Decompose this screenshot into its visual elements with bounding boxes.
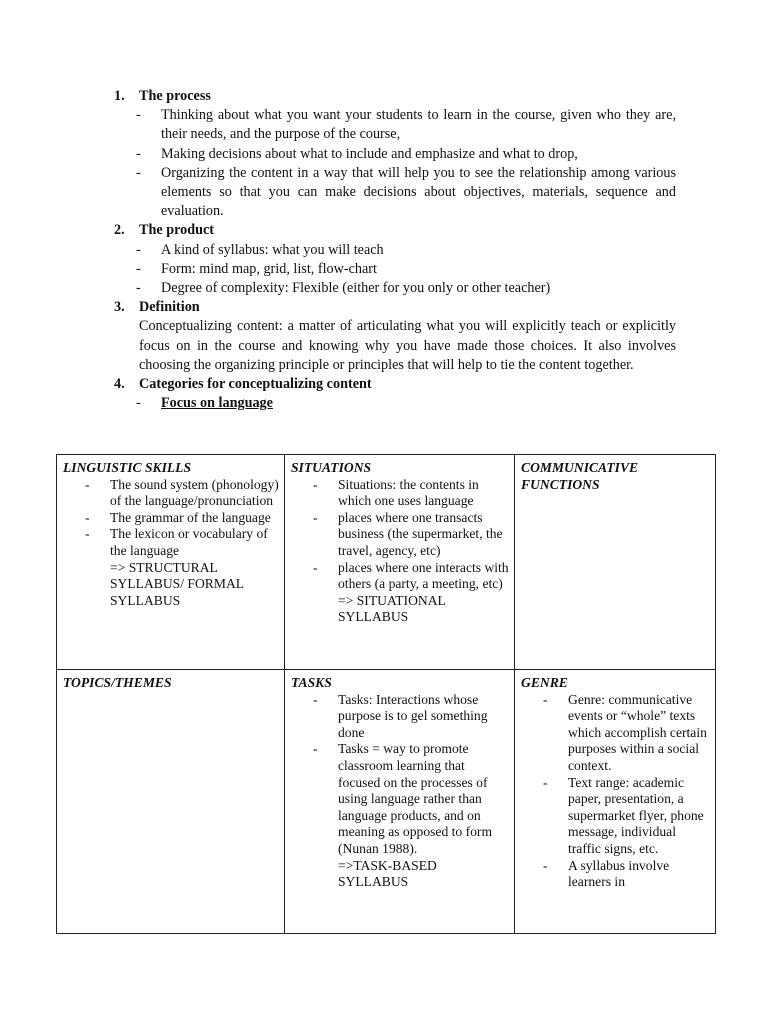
list-item [114,106,676,144]
dash-marker: - [313,509,318,525]
cell-heading: COMMUNICATIVE FUNCTIONS [521,460,639,492]
list-item [291,692,509,742]
list-item [114,164,676,222]
list-item [291,477,509,510]
section-definition [114,298,676,375]
list-item [114,394,676,413]
list-item [63,510,279,527]
section-title: Categories for conceptualizing content [139,376,372,393]
dash-marker: - [85,509,90,525]
list-item-text: The sound system (phonology) of the language/pronunciation [110,476,279,509]
list-item-text: Tasks = way to promote classroom learning that focused on the processes of using language rather than language products, and on meaning as opposed to form (Nunan 1988). [338,741,493,856]
section-number: 4. [114,376,125,393]
list-item [114,145,676,164]
table-row [57,455,716,670]
section-number: 2. [114,222,125,239]
section-title: The process [139,88,211,104]
list-item [521,858,710,891]
section-process [114,87,676,221]
cell-heading: TASKS [291,675,332,690]
cell-heading: LINGUISTIC SKILLS [63,460,192,475]
list-item-text: A syllabus involve learners in [568,857,670,890]
syllabus-type: =>TASK-BASED SYLLABUS [338,857,437,890]
list-item-text: Organizing the content in a way that will help you to see the relationship among various elements so that you can make decisions about objectives, materials, sequence and evaluation. [161,164,676,220]
cell-list [521,692,710,891]
syllabus-type: => SITUATIONAL SYLLABUS [338,592,446,625]
dash-marker: - [543,691,548,707]
dash-marker: - [136,260,141,277]
numbered-outline [114,87,676,413]
list-item-text: Degree of complexity: Flexible (either for you only or other teacher) [161,280,551,297]
list-item [114,260,676,279]
list-item-text: Making decisions about what to include and emphasize and what to drop, [161,145,578,162]
section-number: 1. [114,88,125,104]
cell-topics-themes [57,670,285,934]
cell-genre [515,670,716,934]
dash-marker: - [543,774,548,790]
bullet-list [114,394,676,413]
syllabus-type: => STRUCTURAL SYLLABUS/ FORMAL SYLLABUS [110,559,244,608]
cell-communicative-functions [515,455,716,670]
cell-tasks [285,670,515,934]
definition-paragraph: Conceptualizing content: a matter of articulating what you will explicitly teach or explicitly focus on in the course and knowing why you have made those choices. It also involves choosing the organizing principle or principles that will help to tie the content together. [139,318,676,373]
dash-marker: - [136,164,141,181]
list-item [114,279,676,298]
list-item [291,560,509,593]
section-number: 3. [114,299,125,316]
cell-list [291,692,509,858]
dash-marker: - [136,145,141,162]
cell-linguistic-skills [57,455,285,670]
dash-marker: - [543,857,548,873]
list-item-text: Genre: communicative events or “whole” texts which accomplish certain purposes within a social context. [568,691,707,773]
dash-marker: - [136,107,141,124]
bullet-list [114,106,676,221]
list-item-text: Thinking about what you want your students to learn in the course, given who they are, their needs, and the purpose of the course, [161,107,676,143]
list-item [291,510,509,560]
list-item-text: Form: mind map, grid, list, flow-chart [161,260,377,277]
list-item-text: places where one interacts with others (a party, a meeting, etc) [338,559,509,592]
dash-marker: - [136,280,141,297]
list-item-text: The grammar of the language [110,509,271,525]
list-item-text: Situations: the contents in which one uses language [338,476,479,509]
list-item-text: A kind of syllabus: what you will teach [161,241,384,258]
list-item [63,477,279,510]
section-categories [114,375,676,413]
list-item-text: The lexicon or vocabulary of the language [110,526,268,558]
dash-marker: - [313,741,318,757]
cell-list [291,477,509,593]
list-item [63,526,279,559]
list-item-text: Tasks: Interactions whose purpose is to gel something done [338,691,488,740]
cell-situations [285,455,515,670]
cell-heading: GENRE [521,675,568,690]
list-item-text: Text range: academic paper, presentation, a supermarket flyer, phone message, individual traffic signs, etc. [568,774,704,856]
list-item [521,775,710,858]
content-categories-table [56,454,716,934]
section-product [114,221,676,298]
cell-heading: TOPICS/THEMES [63,675,172,690]
subheading-focus-on-language: Focus on language [161,395,273,412]
list-item [114,241,676,260]
dash-marker: - [136,241,141,258]
dash-marker: - [85,476,90,492]
list-item [521,692,710,775]
list-item [291,741,509,857]
dash-marker: - [85,526,90,542]
dash-marker: - [136,395,141,412]
dash-marker: - [313,559,318,575]
section-title: The product [139,222,215,239]
bullet-list [114,241,676,299]
dash-marker: - [313,691,318,707]
table-row [57,670,716,934]
list-item-text: places where one transacts business (the supermarket, the travel, agency, etc) [338,509,503,558]
section-title: Definition [139,299,200,316]
cell-heading: SITUATIONS [291,460,372,475]
dash-marker: - [313,476,318,492]
cell-list [63,477,279,560]
